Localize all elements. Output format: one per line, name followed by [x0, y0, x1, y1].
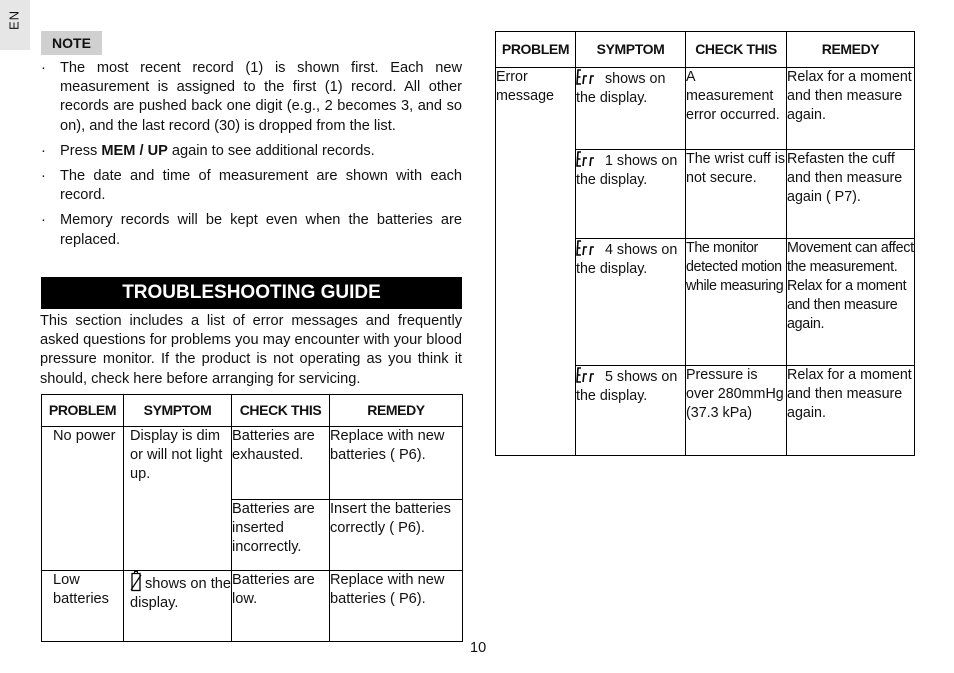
note-bullet: · Memory records will be kept even when the batteries are replaced. [41, 212, 462, 248]
low-battery-icon [130, 571, 142, 592]
button-name: MEM / UP [101, 142, 168, 159]
symptom-cell [124, 571, 232, 642]
check-cell: The monitor detected motion while measuring [686, 239, 787, 366]
section-title: TROUBLESHOOTING GUIDE [41, 277, 462, 309]
symptom-text: 5 shows on the display. [576, 369, 678, 404]
symptom-text: 4 shows on the display. [576, 242, 678, 277]
error-code-icon [576, 239, 602, 257]
note-bullet: · The date and time of measurement are shown with each record. [41, 168, 462, 204]
check-cell: Batteries are inserted incorrectly. [232, 500, 330, 571]
note-bullet-text: The most recent record (1) is shown first. Each new measurement is assigned to the first (1) record. All other records are pushed back one digit (e.g., 2 becomes 3, and so on), and the last record (30) is dropped from the list. [60, 60, 462, 134]
header-remedy: REMEDY [330, 395, 463, 427]
header-check-this: CHECK THIS [686, 32, 787, 68]
note-label: NOTE [41, 31, 102, 55]
troubleshooting-table-power [41, 394, 463, 642]
note-bullet-list [40, 59, 462, 256]
remedy-cell: Relax for a moment and then measure again. [787, 366, 915, 456]
troubleshooting-table-errors [495, 31, 915, 456]
header-remedy: REMEDY [787, 32, 915, 68]
language-code: EN [6, 9, 22, 31]
remedy-cell: Movement can affect the measurement. Relax for a moment and then measure again. [787, 239, 915, 366]
problem-cell: No power [42, 427, 124, 571]
table-header-row [42, 395, 463, 427]
remedy-cell: Refasten the cuff and then measure again ( P7). [787, 150, 915, 239]
check-cell: A measurement error occurred. [686, 68, 787, 150]
check-cell: Batteries are low. [232, 571, 330, 642]
remedy-cell: Insert the batteries correctly ( P6). [330, 500, 463, 571]
header-problem: PROBLEM [42, 395, 124, 427]
remedy-cell: Replace with new batteries ( P6). [330, 427, 463, 500]
page-number: 10 [470, 640, 487, 656]
note-bullet-text: Memory records will be kept even when the batteries are replaced. [60, 212, 462, 248]
error-code-icon [576, 366, 602, 384]
note-bullet-text: The date and time of measurement are shown with each record. [60, 168, 462, 204]
symptom-text: shows on the display. [130, 576, 231, 611]
note-bullet-text: again to see additional records. [167, 142, 375, 159]
remedy-cell: Relax for a moment and then measure again. [787, 68, 915, 150]
symptom-cell: Display is dim or will not light up. [124, 427, 232, 571]
symptom-text: shows on the display. [576, 71, 666, 106]
table-row [42, 571, 463, 642]
problem-cell: Error message [496, 68, 576, 456]
language-tab [0, 0, 30, 50]
header-check-this: CHECK THIS [232, 395, 330, 427]
header-problem: PROBLEM [496, 32, 576, 68]
intro-paragraph: This section includes a list of error messages and frequently asked questions for problems you may encounter with your blood pressure monitor. If the product is not operating as you think it should, check here before arranging for servicing. [40, 313, 462, 387]
symptom-cell [576, 150, 686, 239]
header-symptom: SYMPTOM [576, 32, 686, 68]
table-row [496, 68, 915, 150]
remedy-cell: Replace with new batteries ( P6). [330, 571, 463, 642]
check-cell: The wrist cuff is not secure. [686, 150, 787, 239]
note-bullet: · The most recent record (1) is shown first. Each new measurement is assigned to the first (1) record. All other records are pushed back one digit (e.g., 2 becomes 3, and so on), and the last record (30) is dropped from the list. [41, 60, 462, 134]
symptom-cell [576, 366, 686, 456]
symptom-cell [576, 68, 686, 150]
problem-cell: Low batteries [42, 571, 124, 642]
note-bullet: · Press MEM / UP again to see additional records. [41, 142, 375, 159]
table-header-row [496, 32, 915, 68]
symptom-cell [576, 239, 686, 366]
header-symptom: SYMPTOM [124, 395, 232, 427]
note-bullet-text: Press [60, 142, 102, 159]
error-code-icon [576, 150, 602, 168]
check-cell: Pressure is over 280mmHg (37.3 kPa) [686, 366, 787, 456]
table-row [42, 427, 463, 500]
check-cell: Batteries are exhausted. [232, 427, 330, 500]
symptom-text: 1 shows on the display. [576, 153, 678, 188]
error-code-icon [576, 68, 602, 86]
